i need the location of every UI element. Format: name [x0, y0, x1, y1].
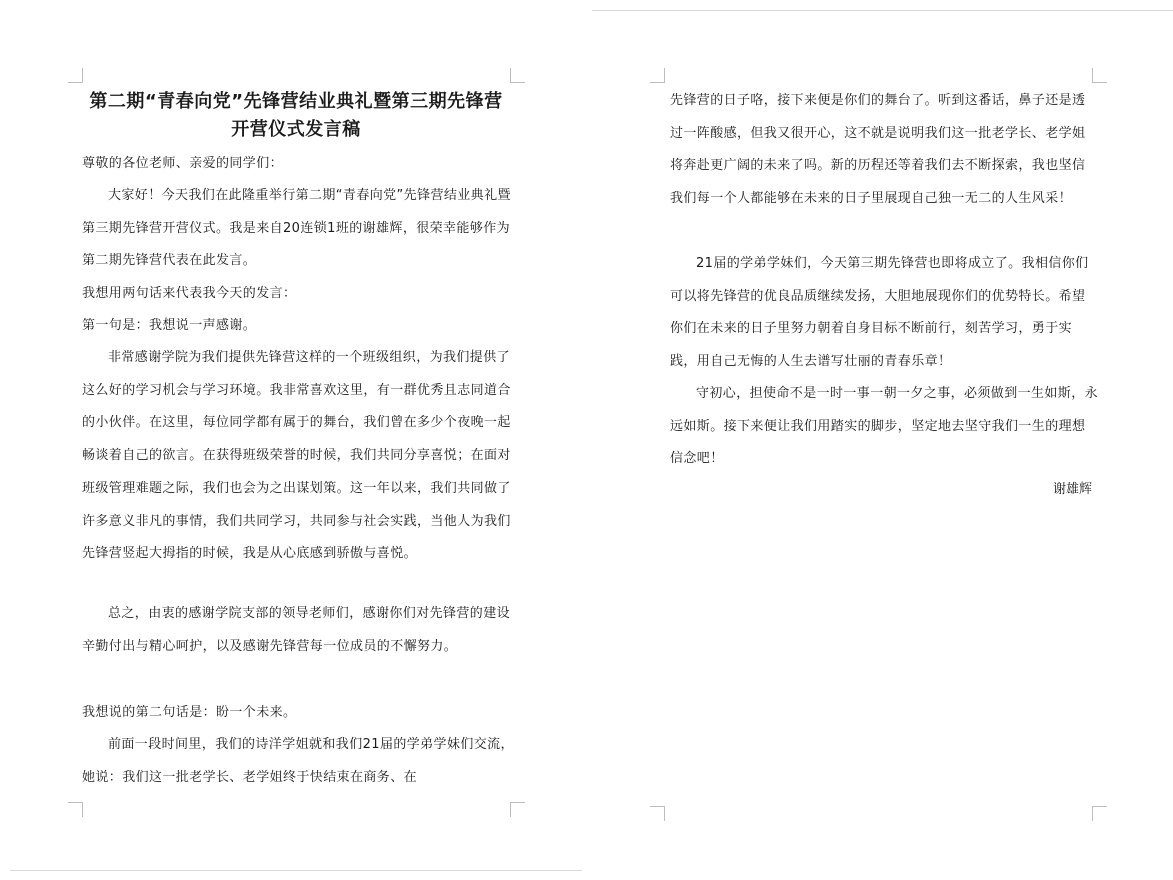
paragraph-future-part1: 前面一段时间里，我们的诗洋学姐就和我们21届的学弟学妹们交流，她说：我们这一批老学长、老学姐终于快结束在商务、在: [82, 737, 514, 785]
title-line-1: 第二期“青春向党”先锋营结业典礼暨第三期先锋营: [89, 91, 503, 112]
paragraph-summary: 总之，由衷的感谢学院支部的领导老师们，感谢你们对先锋营的建设辛勤付出与精心呵护，以及感谢先锋营每一位成员的不懈努力。: [82, 606, 511, 654]
document-title: [78, 88, 514, 144]
margin-corner-top-left: [68, 68, 83, 83]
paragraph-future-part2: 先锋营的日子咯，接下来便是你们的舞台了。听到这番话，鼻子还是透过一阵酸感，但我又很开心，这不就是说明我们这一批老学长、老学姐将奔赴更广阔的未来了吗。新的历程还等着我们去不断探索，我也坚信我们每一个人都能够在未来的日子里展现自己独一无二的人生风采！: [670, 93, 1086, 207]
margin-corner-bottom-left: [650, 806, 665, 821]
signature: 谢雄辉: [1052, 482, 1092, 497]
paragraph-first-sentence: 第一句是：我想说一声感谢。: [82, 318, 257, 333]
margin-corner-top-right: [1092, 68, 1107, 83]
paragraph-intro: 我想用两句话来代表我今天的发言：: [82, 286, 297, 301]
page-bottom-edge: [10, 870, 582, 871]
margin-corner-bottom-left: [68, 802, 83, 817]
paragraph-greeting: 大家好！今天我们在此隆重举行第二期“青春向党”先锋营结业典礼暨第三期先锋营开营仪式。我是来自20连锁1班的谢雄辉，很荣幸能够作为第二期先锋营代表在此发言。: [82, 188, 511, 269]
margin-corner-bottom-right: [510, 802, 525, 817]
title-line-2: 开营仪式发言稿: [231, 119, 361, 140]
margin-corner-top-left: [650, 68, 665, 83]
paragraph-second-sentence: 我想说的第二句话是：盼一个未来。: [82, 705, 297, 720]
paragraph-juniors: 21届的学弟学妹们，今天第三期先锋营也即将成立了。我相信你们可以将先锋营的优良品质继续发扬，大胆地展现你们的优势特长。希望你们在未来的日子里努力朝着自身目标不断前行，刻苦学习，勇于实践，用自己无悔的人生去谱写壮丽的青春乐章！: [670, 256, 1089, 370]
margin-corner-bottom-right: [1092, 806, 1107, 821]
paragraph-closing: 守初心，担使命不是一时一事一朝一夕之事，必须做到一生如斯，永远如斯。接下来便让我们用踏实的脚步，坚定地去坚守我们一生的理想信念吧！: [670, 386, 1099, 467]
page-top-edge: [592, 10, 1173, 11]
salutation: 尊敬的各位老师、亲爱的同学们：: [82, 156, 284, 171]
margin-corner-top-right: [510, 68, 525, 83]
paragraph-thanks: 非常感谢学院为我们提供先锋营这样的一个班级组织，为我们提供了这么好的学习机会与学习环境。我非常喜欢这里，有一群优秀且志同道合的小伙伴。在这里，每位同学都有属于的舞台，我们曾在多少个夜晚一起畅谈着自己的欲言。在获得班级荣誉的时候，我们共同分享喜悦；在面对班级管理难题之际，我们也会为之出谋划策。这一年以来，我们共同做了许多意义非凡的事情，我们共同学习，共同参与社会实践，当他人为我们先锋营竖起大拇指的时候，我是从心底感到骄傲与喜悦。: [82, 350, 511, 562]
